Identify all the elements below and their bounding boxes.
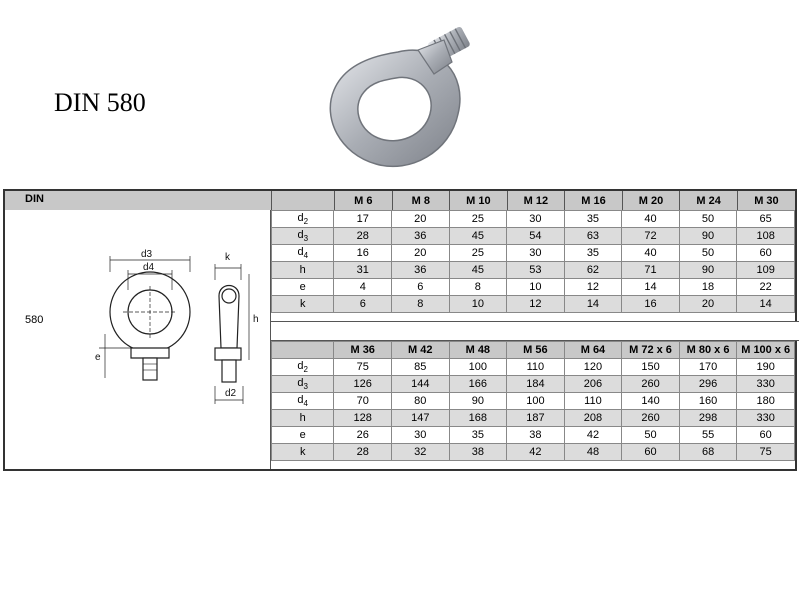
label-k: k xyxy=(225,252,230,263)
value-cell: 42 xyxy=(564,427,622,444)
value-cell: 50 xyxy=(679,245,737,262)
value-cell: 170 xyxy=(679,359,737,376)
value-cell: 12 xyxy=(507,296,565,313)
size-header-row xyxy=(272,342,795,359)
table-row xyxy=(272,376,795,393)
value-cell: 50 xyxy=(622,427,680,444)
din-label: DIN xyxy=(25,193,44,205)
value-cell: 75 xyxy=(334,359,392,376)
collar-side xyxy=(215,348,241,360)
value-cell: 30 xyxy=(391,427,449,444)
label-e: e xyxy=(95,352,101,363)
value-cell: 31 xyxy=(334,262,392,279)
value-cell: 80 xyxy=(391,393,449,410)
table-row xyxy=(272,359,795,376)
value-cell: 38 xyxy=(507,427,565,444)
value-cell: 128 xyxy=(334,410,392,427)
shank-side xyxy=(222,360,236,382)
value-cell: 45 xyxy=(449,262,507,279)
size-cell: M 56 xyxy=(507,342,565,359)
value-cell: 180 xyxy=(737,393,795,410)
value-cell: 18 xyxy=(679,279,737,296)
value-cell: 8 xyxy=(392,296,450,313)
value-cell: 54 xyxy=(507,228,565,245)
value-cell: 22 xyxy=(737,279,795,296)
table-row xyxy=(272,262,795,279)
size-cell: M 72 x 6 xyxy=(622,342,680,359)
value-cell: 126 xyxy=(334,376,392,393)
table-row xyxy=(272,444,795,461)
size-table-2 xyxy=(271,341,795,461)
row-label-d2: $d_2$ xyxy=(272,359,334,376)
table-row xyxy=(272,393,795,410)
value-cell: 25 xyxy=(449,211,507,228)
value-cell: 28 xyxy=(334,228,392,245)
value-cell: 8 xyxy=(449,279,507,296)
value-cell: 60 xyxy=(622,444,680,461)
value-cell: 184 xyxy=(507,376,565,393)
value-cell: 120 xyxy=(564,359,622,376)
size-cell: M 30 xyxy=(737,191,795,210)
size-cell: M 36 xyxy=(334,342,392,359)
value-cell: 48 xyxy=(564,444,622,461)
value-cell: 85 xyxy=(391,359,449,376)
value-cell: 30 xyxy=(507,245,565,262)
value-cell: 160 xyxy=(679,393,737,410)
size-cell: M 12 xyxy=(507,191,565,210)
value-cell: 60 xyxy=(737,245,795,262)
value-cell: 260 xyxy=(622,410,680,427)
row-label-d4: $d_4$ xyxy=(272,393,334,410)
value-cell: 168 xyxy=(449,410,507,427)
size-cell: M 100 x 6 xyxy=(737,342,795,359)
drawing-panel xyxy=(5,210,271,469)
row-label-k: k xyxy=(272,296,334,313)
label-d4: d4 xyxy=(143,262,155,273)
value-cell: 100 xyxy=(507,393,565,410)
value-cell: 40 xyxy=(622,245,680,262)
collar-front xyxy=(131,348,169,358)
value-cell: 147 xyxy=(391,410,449,427)
value-cell: 6 xyxy=(334,296,392,313)
header-separator xyxy=(271,191,272,210)
row-label-k: k xyxy=(272,444,334,461)
row-label-d3: $d_3$ xyxy=(272,228,334,245)
value-cell: 50 xyxy=(679,211,737,228)
value-cell: 65 xyxy=(737,211,795,228)
size-cell: M 64 xyxy=(564,342,622,359)
value-cell: 38 xyxy=(449,444,507,461)
value-cell: 90 xyxy=(449,393,507,410)
value-cell: 30 xyxy=(507,211,565,228)
value-cell: 72 xyxy=(622,228,680,245)
value-cell: 100 xyxy=(449,359,507,376)
value-cell: 12 xyxy=(564,279,622,296)
size-cell: M 80 x 6 xyxy=(679,342,737,359)
size-cell: M 48 xyxy=(449,342,507,359)
size-cell: M 6 xyxy=(335,191,393,210)
table-row xyxy=(272,427,795,444)
value-cell: 25 xyxy=(449,245,507,262)
table-row xyxy=(272,296,795,313)
size-cell: M 10 xyxy=(450,191,508,210)
value-cell: 14 xyxy=(737,296,795,313)
value-cell: 6 xyxy=(392,279,450,296)
size-header-top xyxy=(334,191,795,210)
value-cell: 208 xyxy=(564,410,622,427)
norm-number: 580 xyxy=(25,314,44,326)
table-spacer xyxy=(271,321,799,341)
value-cell: 166 xyxy=(449,376,507,393)
value-cell: 14 xyxy=(564,296,622,313)
row-label-h: h xyxy=(272,262,334,279)
eye-bolt-photo xyxy=(318,14,488,182)
value-cell: 60 xyxy=(737,427,795,444)
value-cell: 42 xyxy=(507,444,565,461)
table-row xyxy=(272,211,795,228)
value-cell: 330 xyxy=(737,376,795,393)
row-label-e: e xyxy=(272,279,334,296)
value-cell: 10 xyxy=(507,279,565,296)
value-cell: 62 xyxy=(564,262,622,279)
value-cell: 55 xyxy=(679,427,737,444)
size-cell: M 8 xyxy=(392,191,450,210)
value-cell: 298 xyxy=(679,410,737,427)
value-cell: 187 xyxy=(507,410,565,427)
value-cell: 14 xyxy=(622,279,680,296)
value-cell: 110 xyxy=(507,359,565,376)
value-cell: 70 xyxy=(334,393,392,410)
value-cell: 144 xyxy=(391,376,449,393)
value-cell: 26 xyxy=(334,427,392,444)
value-cell: 36 xyxy=(392,228,450,245)
size-cell: M 42 xyxy=(391,342,449,359)
row-label-e: e xyxy=(272,427,334,444)
value-cell: 71 xyxy=(622,262,680,279)
shank-front xyxy=(143,358,157,380)
technical-drawing xyxy=(13,210,265,469)
value-cell: 35 xyxy=(564,245,622,262)
value-cell: 10 xyxy=(449,296,507,313)
value-cell: 330 xyxy=(737,410,795,427)
value-cell: 20 xyxy=(679,296,737,313)
value-cell: 206 xyxy=(564,376,622,393)
size-cell: M 24 xyxy=(680,191,738,210)
value-cell: 45 xyxy=(449,228,507,245)
label-d2: d2 xyxy=(225,388,237,399)
label-d3: d3 xyxy=(141,249,153,260)
value-cell: 90 xyxy=(679,262,737,279)
size-cell: M 20 xyxy=(622,191,680,210)
value-cell: 35 xyxy=(449,427,507,444)
value-cell: 20 xyxy=(392,211,450,228)
value-cell: 150 xyxy=(622,359,680,376)
header-bar xyxy=(5,191,795,211)
size-cell: M 16 xyxy=(565,191,623,210)
specification-table xyxy=(3,189,797,471)
table-row xyxy=(272,228,795,245)
row-label-d4: $d_4$ xyxy=(272,245,334,262)
value-cell: 28 xyxy=(334,444,392,461)
value-cell: 20 xyxy=(392,245,450,262)
size-table-1 xyxy=(271,210,795,313)
value-cell: 16 xyxy=(334,245,392,262)
value-cell: 140 xyxy=(622,393,680,410)
value-cell: 190 xyxy=(737,359,795,376)
value-cell: 53 xyxy=(507,262,565,279)
label-h: h xyxy=(253,314,259,325)
value-cell: 108 xyxy=(737,228,795,245)
table-row xyxy=(272,410,795,427)
value-cell: 75 xyxy=(737,444,795,461)
value-cell: 296 xyxy=(679,376,737,393)
value-cell: 17 xyxy=(334,211,392,228)
header-blank xyxy=(272,342,334,359)
value-cell: 110 xyxy=(564,393,622,410)
value-cell: 32 xyxy=(391,444,449,461)
value-cell: 63 xyxy=(564,228,622,245)
value-cell: 4 xyxy=(334,279,392,296)
page-title: DIN 580 xyxy=(54,88,146,117)
value-cell: 260 xyxy=(622,376,680,393)
value-cell: 40 xyxy=(622,211,680,228)
value-cell: 16 xyxy=(622,296,680,313)
row-label-d3: $d_3$ xyxy=(272,376,334,393)
row-label-d2: $d_2$ xyxy=(272,211,334,228)
table-row xyxy=(272,279,795,296)
value-cell: 90 xyxy=(679,228,737,245)
row-label-h: h xyxy=(272,410,334,427)
value-cell: 35 xyxy=(564,211,622,228)
value-cell: 109 xyxy=(737,262,795,279)
value-cell: 68 xyxy=(679,444,737,461)
value-cell: 36 xyxy=(392,262,450,279)
table-row xyxy=(272,245,795,262)
